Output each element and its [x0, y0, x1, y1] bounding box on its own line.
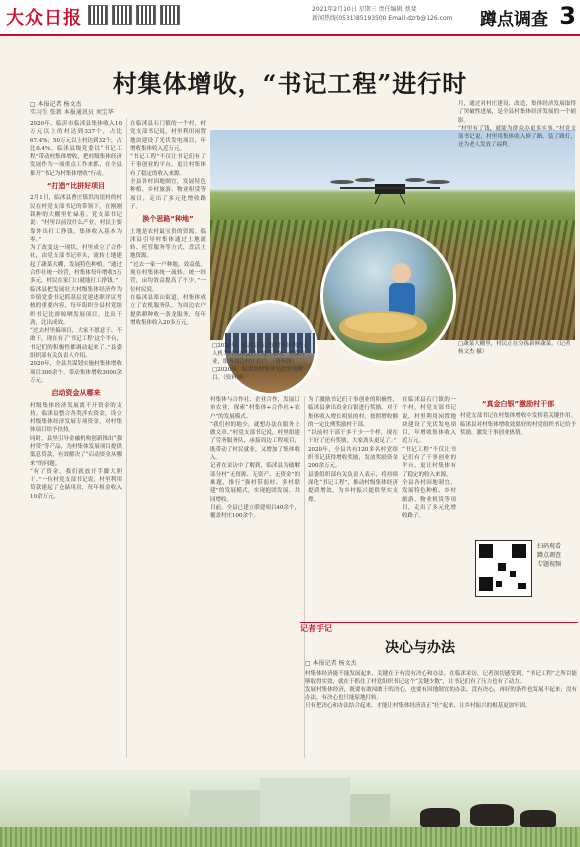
qr-caption: 扫码观看 蹲点调查 专题视频: [537, 543, 562, 568]
subheading: 换个思路“种地”: [142, 215, 194, 224]
cow-icon: [520, 810, 556, 828]
qr-code-icon: [136, 5, 156, 25]
column-text: 在临沭县石门镇的一个村，村党支部书记说，村里利用闲置地块建设了光伏发电项目，年增收集体收入近万元。 “书记工程”不仅让书记们有了干事创业的平台，更让村集体有了稳定的收入来源。 全县各村因地制宜，发展特色种植、乡村旅游、物业租赁等项目，走出了多元化增收路子。: [130, 121, 206, 210]
cow-icon: [420, 808, 460, 828]
qr-code-icon: [88, 5, 108, 25]
article-column-4: [308, 396, 398, 536]
column-text: 村集体与合作社、企业合作，发展订单农业，探索“村集体+合作社+农户”的发展模式。 “我们村的地少，就想办法在服务上做文章。”村党支部书记说，村里组建了劳务服务队，承接周边工程项目，既带动了村民就业，又增加了集体收入。 记者在采访中了解到，临沭县为破解部分村“无资源、无资产、无资金”的难题，推行“强村带弱村、多村联建”的发展模式，实现抱团发展、共同增收。 目前，全县已建立联建项目40余个，覆盖村庄100余个。: [210, 397, 300, 520]
byline-contributors: 实习生 张新 本报通讯员 刘宝华: [30, 109, 114, 116]
circle-photo-caption: □蔬菜大棚里，村民正在分拣新鲜蔬菜。（记者 杨文杰 摄）: [458, 341, 573, 355]
grass-strip: [0, 827, 580, 847]
reporter-note-label: 记者手记: [300, 624, 332, 633]
subheading: 启动资金从哪来: [51, 389, 101, 398]
column-text: 月，通过对村庄建设、改造，集体经济发展取得了突破性进展，是全县村集体经济发展的一个缩影。 “村里有了钱，就能为群众办更多实事。”村党支部书记说，村里用集体收入修了路、装了路灯，还为老人发放了福利。: [458, 101, 576, 149]
reporter-note-bar: [300, 622, 578, 635]
barn-icon: [260, 778, 350, 826]
column-text: 村集体经济能不能发展起来，关键在于有没有决心和办法。在临沭采访，记者深切感受到，“书记工程”之所以能够取得实效，就在于抓住了村党组织书记这个“关键少数”，让书记们有了压力也有了动力。 发展村集体经济，既要有敢闯敢干的决心，也要有因地制宜的办法。没有决心，再好的条件也发展不起来；没有办法，有决心也只能原地打转。 只有把决心和办法结合起来，才能让村集体经济真正“壮”起来，让乡村振兴的根基更加牢固。: [305, 671, 577, 709]
main-photo-caption: □2020年，临沭县石门镇村集体利用无人机为村民承包的土地开展统一植保作业，服务周边村庄农户。（资料图） □2020年，临沭县村集体光伏发电项目。（资料图）: [212, 343, 309, 381]
masthead: [0, 0, 580, 36]
farm-illustration: [0, 770, 580, 847]
page-number: 3: [559, 2, 576, 30]
worker-figure-icon: [323, 231, 453, 361]
column-text: 2月1日，临沭县曹庄镇洪沟崖村的村民在村党支部书记的带领下，在刚刚栽种的大棚里忙碌着。党支部书记说：“村里以前没什么产业，村民主要靠外出打工挣钱，集体收入基本为零。” 为了改变这一现状，村里成立了合作社，由党支部书记牵头，流转土地建起了蔬菜大棚，发展特色种植。“通过合作社统一经营，村集体每年增收5万多元，村民在家门口就能打工挣钱。” 临沭县把发展壮大村级集体经济作为乡镇党委书记抓基层党建述职评议考核的重要内容，每年组织全县村党组织书记比拼晾晒发展项目，比出干劲，比出成效。 “过去村里搞项目，大家不愿意干、不敢干，现在有了‘书记工程’这个平台，书记们的积极性都调动起来了。”县委组织部有关负责人介绍。 2020年，全县共谋划实施村集体增收项目300余个，带动集体增收3000余万元。: [30, 195, 122, 384]
column-text: 2020年，临沂市临沭县集体收入10万元以上的村达到337个，占比67.4%；50万元以上村达到32个，占比6.4%。临沭县级党委以“书记工程”带动村集体增收，把村级集体经济发展作为一项重点工作来抓，在全县推开“书记为村集体增收”行动。: [30, 121, 122, 177]
cow-icon: [470, 804, 514, 826]
column-title: 决心与办法: [385, 640, 455, 656]
newspaper-logo: 大众日报: [6, 8, 82, 29]
box-title: “真金白银”激励村干部: [481, 400, 555, 408]
column-text: 在临沭县石门镇的一个村，村党支部书记说，村里利用闲置地块建设了光伏发电项目，年增收集体收入近万元。 “书记工程”不仅让书记们有了干事创业的平台，更让村集体有了稳定的收入来源。 全县各村因地制宜，发展特色种植、乡村旅游、物业租赁等项目，走出了多元化增收路子。: [402, 397, 456, 520]
column-text: 土地是农村最宝贵的资源。临沭县引导村集体通过土地流转、托管服务等方式，盘活土地资源。 “过去一家一户种地，效益低。现在村集体统一流转、统一经营，亩均效益提高了不少。”一位村民说。 在临沭县郑山街道，村集体成立了农机服务队，为周边农户提供耕种收一条龙服务，每年增收集体收入20多万元。: [130, 228, 206, 326]
masthead-contact: 新闻热线(0531)85193500 Email:dzrb@126.com: [312, 15, 453, 22]
article-right-top: [458, 100, 576, 149]
drone-icon: [330, 170, 450, 210]
byline-reporter: □ 本报记者 杨文杰: [30, 101, 82, 108]
article-column-5: [460, 396, 576, 536]
masthead-date: 2021年2月10日 星期三 责任编辑 蔡斐: [312, 6, 417, 13]
barn-icon: [190, 790, 260, 826]
article-byline: [30, 101, 114, 117]
article-column-1: [30, 120, 122, 760]
article-column-4b: [402, 396, 456, 536]
column2-byline: □ 本报记者 杨文杰: [305, 660, 357, 667]
article-column-3: [210, 396, 300, 758]
column-text: 为了激励书记们干事创业的积极性，临沭县拿出真金白银进行奖励。对于集体收入增长明显的村，按照增收额的一定比例奖励村干部。 “以前村干部干多干少一个样，现在干好了还有奖励，大家劲头更足了。” 2020年，全县共有120多名村党组织书记获得增收奖励，发放奖励资金200余万元。 县委组织部有关负责人表示，将持续深化“书记工程”，推动村级集体经济提质增效，为乡村振兴提供坚实支撑。: [308, 397, 398, 503]
qr-code-icon: [160, 5, 180, 25]
subheading: “打造”比拼好项目: [46, 182, 106, 191]
column2-body: [305, 660, 577, 768]
article-column-2: [130, 120, 206, 760]
greenhouse-worker-photo: [320, 228, 456, 364]
qr-code-icon: [112, 5, 132, 25]
section-title: 蹲点调查: [480, 10, 548, 30]
silo-icon: [350, 794, 390, 826]
qr-code[interactable]: [475, 540, 532, 597]
masthead-meta: [312, 5, 462, 23]
column-text: 村级集体经济发展离不开资金的支持。临沭县整合各类涉农资金，设立村级集体经济发展专项资金，对村集体项目给予扶持。 同时，县里引导金融机构创新推出“强村贷”等产品，为村集体发展项目提供低息贷款，有效解决了“启动资金从哪来”的问题。 “有了资金，我们就放开手脚大胆干。”一位村党支部书记说，村里利用贷款建起了仓储用房，每年租金收入10余万元。: [30, 402, 122, 500]
article-headline: 村集体增收，“书记工程”进行时: [112, 69, 468, 98]
box-text: 村党支部书记在村集体增收中发挥着关键作用。临沭县对村集体增收效果好的村党组织书记给予奖励，激发干事创业热情。: [460, 413, 576, 436]
column-divider: [126, 118, 127, 758]
